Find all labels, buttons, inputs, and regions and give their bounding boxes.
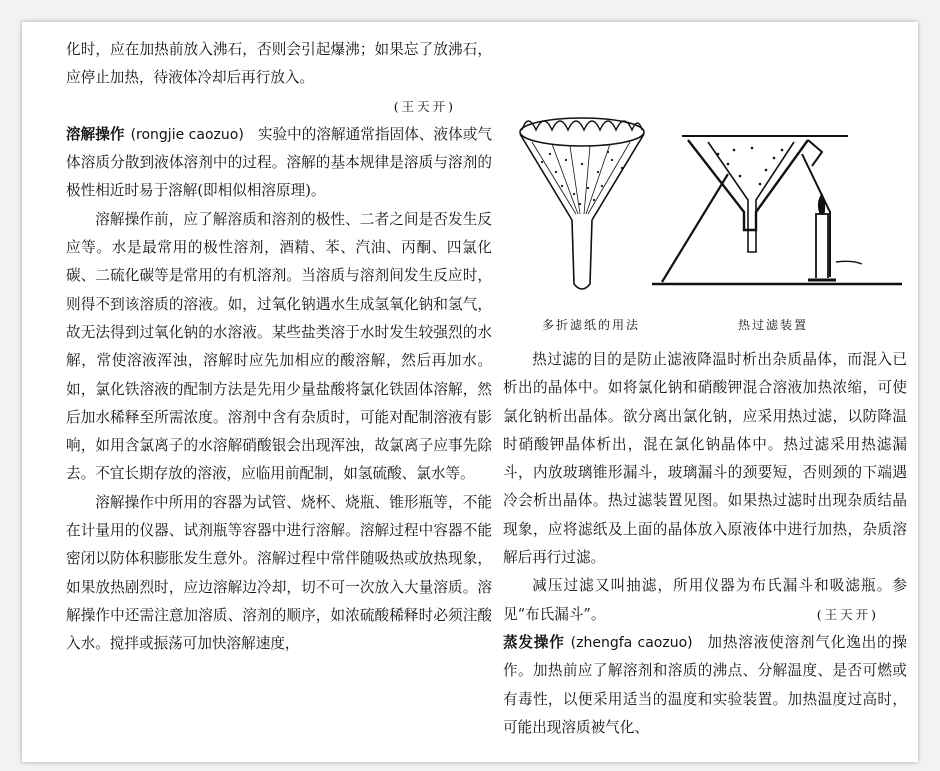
entry-dissolution (66, 121, 492, 206)
paragraph: 溶解操作前，应了解溶质和溶剂的极性、二者之间是否发生反应等。水是最常用的极性溶剂，酒精、苯、汽油、丙酮、四氯化碳、二硫化碳等是常用的有机溶剂。当溶质与溶剂间发生反应时，则得不到该溶质的溶液。如，过氧化钠遇水生成氢氧化钠和氢气，故无法得到过氧化钠的水溶液。某些盐类溶于水时发生较强烈的水解，常使溶液浑浊，溶解时应先加相应的酸溶解，然后再加水。如，氯化铁溶液的配制方法是先用少量盐酸将氯化铁固体溶解，然后加水稀释至所需浓度。溶剂中含有杂质时，可能对配制溶液有影响，如用含氯离子的水溶解硝酸银会出现浑浊，故氯离子应事先除去。不宜长期存放的溶液，应临用前配制，如氢硫酸、氯水等。 (66, 210, 492, 483)
document-page (22, 22, 918, 762)
entry-definition: 加热溶液使溶剂气化逸出的操作。加热前应了解溶剂和溶质的沸点、分解温度、是否可燃或有毒性，以便采用适当的温度和实验装置。加热温度过高时，可能出现溶质被气化、 (503, 633, 907, 736)
entry-term: 蒸发操作 (503, 633, 565, 651)
author-attribution: (王天开) (393, 98, 456, 114)
paragraph-continued: 化时，应在加热前放入沸石，否则会引起爆沸；如果忘了放沸石，应停止加热，待液体冷却后再行放入。 (66, 41, 492, 87)
figure-caption: 多折滤纸的用法 (542, 318, 641, 332)
left-column (66, 36, 492, 659)
entry-term: 溶解操作 (66, 125, 125, 143)
fluted-funnel-drawing (520, 118, 644, 289)
paragraph: 溶解操作中所用的容器为试管、烧杯、烧瓶、锥形瓶等，不能在计量用的仪器、试剂瓶等容器中进行溶解。溶解过程中容器不能密闭以防体积膨胀发生意外。溶解过程中常伴随吸热或放热现象，如果放热剧烈时，应边溶解边冷却，切不可一次放入大量溶质。溶解操作中还需注意加溶质、溶剂的顺序，如浓硫酸稀释时必须注酸入水。搅拌或振荡可加快溶解速度， (66, 493, 492, 653)
entry-evaporation (503, 629, 907, 742)
hot-filtration-drawing (652, 136, 902, 284)
entry-definition: 实验中的溶解通常指固体、液体或气体溶质分散到液体溶剂中的过程。溶解的基本规律是溶质与溶剂的极性相近时易于溶解(即相似相溶原理)。 (66, 125, 492, 200)
right-column (503, 346, 907, 742)
funnel-illustrations (512, 102, 912, 312)
author-attribution: (王天开) (816, 606, 879, 622)
paragraph: 热过滤的目的是防止滤液降温时析出杂质晶体，而混入已析出的晶体中。如将氯化钠和硝酸钾混合溶液加热浓缩，可使氯化钠析出晶体。欲分离出氯化钠，应采用热过滤，以防降温时硝酸钾晶体析出，混在氯化钠晶体中。热过滤采用热滤漏斗，内放玻璃锥形漏斗，玻璃漏斗的颈要短，否则颈的下端遇冷会析出晶体。热过滤装置见图。如果热过滤时出现杂质结晶现象，应将滤纸及上面的晶体放入原液体中进行加热，杂质溶解后再行过滤。 (503, 351, 907, 567)
paragraph-text: 减压过滤又叫抽滤，所用仪器为布氏漏斗和吸滤瓶。参见“布氏漏斗”。 (503, 577, 907, 623)
filtration-figure (512, 102, 912, 342)
entry-pinyin: (rongjie caozuo) (130, 126, 244, 143)
figure-caption: 热过滤装置 (738, 318, 809, 332)
entry-pinyin: (zhengfa caozuo) (570, 634, 693, 651)
paragraph (503, 572, 907, 629)
